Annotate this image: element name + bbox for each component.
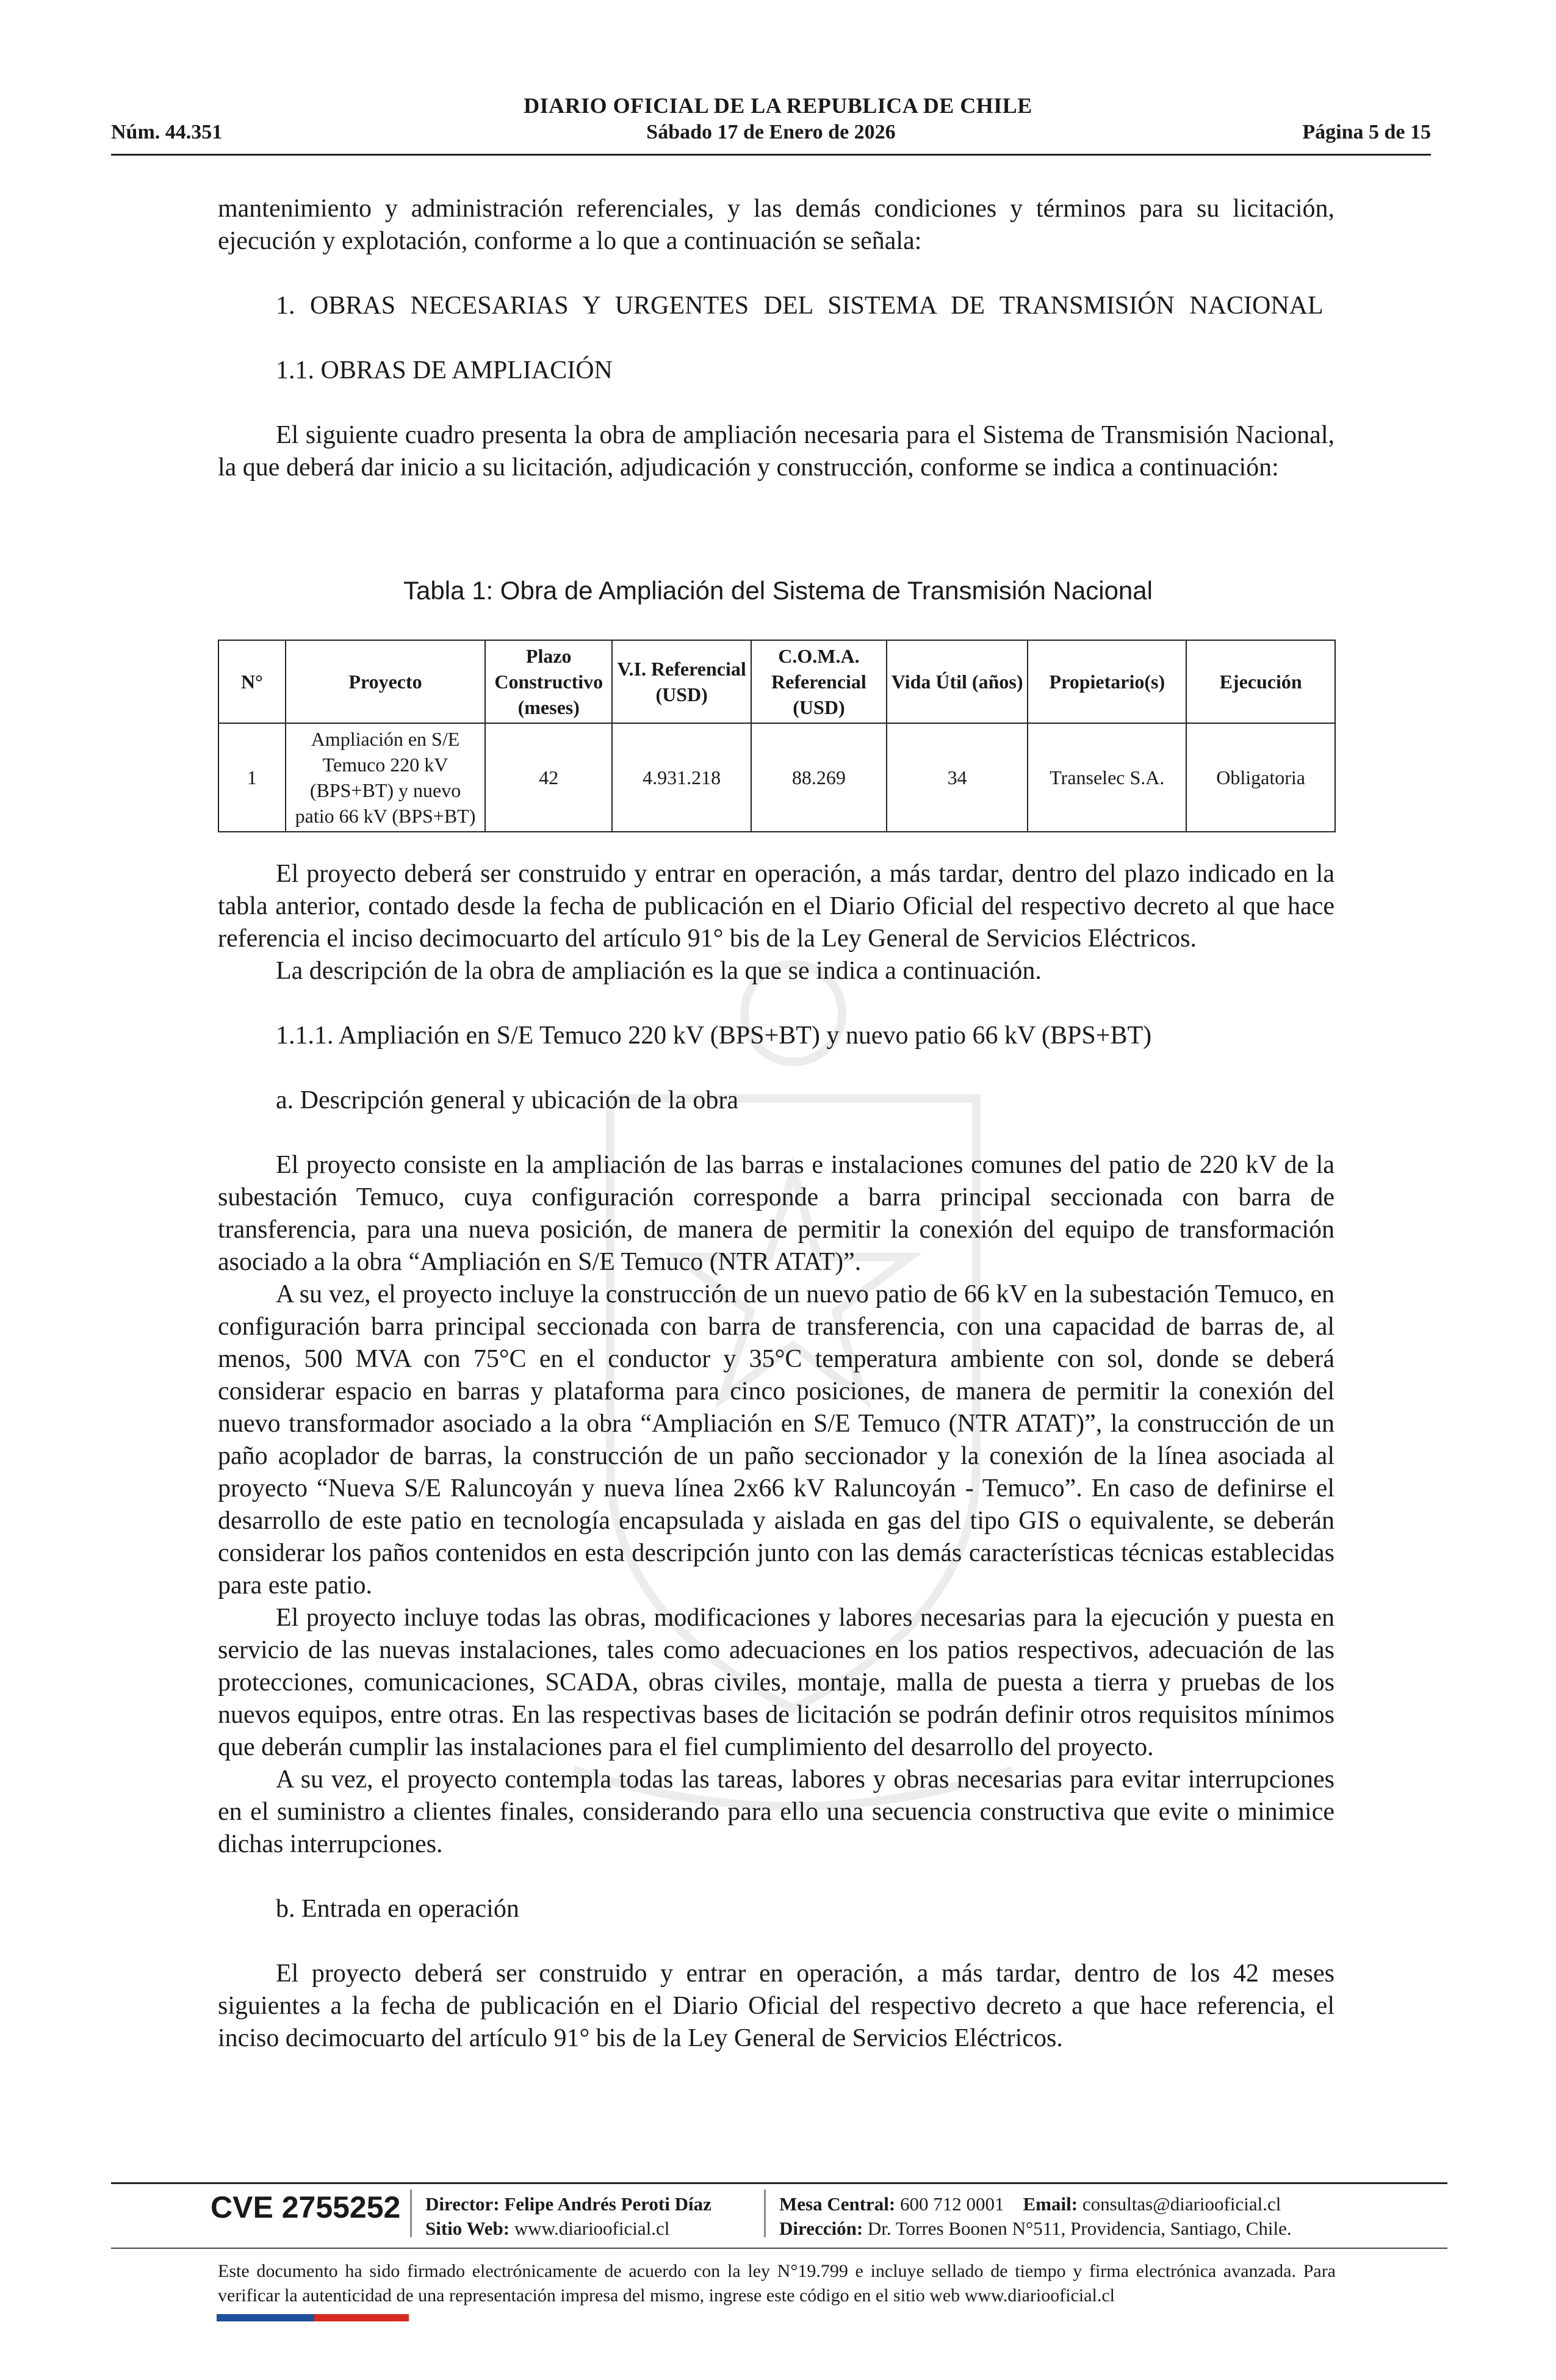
- footer-separator: [410, 2190, 412, 2237]
- table-caption: Tabla 1: Obra de Ampliación del Sistema de Transmisión Nacional: [403, 576, 1153, 605]
- footer-contact-block: [779, 2192, 1292, 2241]
- subheading-b: b. Entrada en operación: [276, 1895, 519, 1923]
- mesa-label: Mesa Central:: [779, 2193, 896, 2215]
- section-heading-1-1: 1.1. OBRAS DE AMPLIACIÓN: [276, 356, 613, 384]
- table-intro-paragraph: El siguiente cuadro presenta la obra de ampliación necesaria para el Sistema de Transmisión Nacional, la que deberá dar inicio a su licitación, adjudicación y construcción, conforme se indica a continuación:: [218, 421, 1334, 481]
- col-header-vi: V.I. Referencial (USD): [612, 640, 751, 723]
- mesa-phone: 600 712 0001: [900, 2193, 1004, 2215]
- works-table: [218, 640, 1336, 832]
- col-header-propietario: Propietario(s): [1028, 640, 1186, 723]
- issue-number: Núm. 44.351: [111, 121, 223, 143]
- cve-code: CVE 2755252: [211, 2190, 401, 2224]
- footer-top-divider: [111, 2182, 1447, 2184]
- address-label: Dirección:: [779, 2218, 863, 2239]
- issue-date: Sábado 17 de Enero de 2026: [646, 121, 896, 143]
- email-label: Email:: [1023, 2193, 1078, 2215]
- footer-bottom-divider: [111, 2248, 1447, 2249]
- col-header-vida-util: Vida Útil (años): [887, 640, 1028, 723]
- website-label: Sitio Web:: [425, 2218, 510, 2239]
- address-text: Dr. Torres Boonen N°511, Providencia, Santiago, Chile.: [867, 2218, 1292, 2239]
- section-heading-1-1-1: 1.1.1. Ampliación en S/E Temuco 220 kV (BPS+BT) y nuevo patio 66 kV (BPS+BT): [276, 1022, 1152, 1050]
- cell-ejecucion: Obligatoria: [1186, 723, 1335, 832]
- cell-vi: 4.931.218: [612, 723, 751, 832]
- paragraph-a1: El proyecto consiste en la ampliación de las barras e instalaciones comunes del patio de 220 kV de la subestación Temuco, cuya configuración corresponde a barra principal seccionada con barra de transferencia, para una nueva posición, de manera de permitir la conexión del equipo de transformación asociado a la obra “Ampliación en S/E Temuco (NTR ATAT)”.: [218, 1151, 1334, 1276]
- col-header-coma: C.O.M.A. Referencial (USD): [751, 640, 887, 723]
- description-intro-paragraph: La descripción de la obra de ampliación es la que se indica a continuación.: [276, 957, 1042, 985]
- section-heading-1: 1. OBRAS NECESARIAS Y URGENTES DEL SISTEMA DE TRANSMISIÓN NACIONAL: [276, 292, 1324, 320]
- subheading-a: a. Descripción general y ubicación de la obra: [276, 1086, 738, 1114]
- header-row: [111, 121, 1431, 148]
- intro-paragraph: mantenimiento y administración referenciales, y las demás condiciones y términos para su licitación, ejecución y explotación, conforme a lo que a continuación se señala:: [218, 195, 1334, 255]
- cell-vida-util: 34: [887, 723, 1028, 832]
- col-header-ejecucion: Ejecución: [1186, 640, 1335, 723]
- email-link[interactable]: consultas@diariooficial.cl: [1082, 2193, 1281, 2215]
- cell-plazo: 42: [485, 723, 612, 832]
- col-header-n: N°: [218, 640, 286, 723]
- table-row: [218, 723, 1335, 832]
- cell-proyecto: Ampliación en S/E Temuco 220 kV (BPS+BT) y nuevo patio 66 kV (BPS+BT): [286, 723, 485, 832]
- flag-blue-segment: [217, 2314, 314, 2321]
- paragraph-a4: A su vez, el proyecto contempla todas las tareas, labores y obras necesarias para evitar interrupciones en el suministro a clientes finales, considerando para ello una secuencia constructiva que evite o minimice dichas interrupciones.: [218, 1765, 1334, 1858]
- paragraph-a2: A su vez, el proyecto incluye la construcción de un nuevo patio de 66 kV en la subestación Temuco, en configuración barra principal seccionada con barra de transferencia, con una capacidad de barras de, al menos, 500 MVA con 75°C en el conductor y 35°C temperatura ambiente con sol, donde se deberá considerar espacio en barras y plataforma para cinco posiciones, de manera de permitir la conexión del nuevo transformador asociado a la obra “Ampliación en S/E Temuco (NTR ATAT)”, la construcción de un paño acoplador de barras, la construcción de un paño seccionador y la conexión de la línea asociada al proyecto “Nueva S/E Raluncoyán y nueva línea 2x66 kV Raluncoyán - Temuco”. En caso de definirse el desarrollo de este patio en tecnología encapsulada y aislada en gas del tipo GIS o equivalente, se deberán considerar los paños contenidos en esta descripción junto con las demás características técnicas establecidas para este patio.: [218, 1280, 1334, 1599]
- plazo-paragraph: El proyecto deberá ser construido y entrar en operación, a más tardar, dentro del plazo indicado en la tabla anterior, contado desde la fecha de publicación en el Diario Oficial del respectivo decreto al que hace referencia el inciso decimocuarto del artículo 91° bis de la Ley General de Servicios Eléctricos.: [218, 860, 1334, 953]
- footer-separator: [764, 2190, 766, 2237]
- cell-coma: 88.269: [751, 723, 887, 832]
- website-link[interactable]: www.diariooficial.cl: [514, 2218, 670, 2239]
- paragraph-b1: El proyecto deberá ser construido y entrar en operación, a más tardar, dentro de los 42 meses siguientes a la fecha de publicación en el Diario Oficial del respectivo decreto a que hace referencia, el inciso decimocuarto del artículo 91° bis de la Ley General de Servicios Eléctricos.: [218, 1960, 1334, 2052]
- header-divider: [111, 154, 1431, 156]
- col-header-plazo: Plazo Constructivo (meses): [485, 640, 612, 723]
- newspaper-title: DIARIO OFICIAL DE LA REPUBLICA DE CHILE: [524, 93, 1032, 118]
- footer-director-block: [425, 2192, 711, 2241]
- page-number: Página 5 de 15: [1302, 121, 1431, 143]
- director-label: Director:: [425, 2193, 500, 2215]
- col-header-proyecto: Proyecto: [286, 640, 485, 723]
- body-lower: [218, 858, 1334, 2055]
- flag-red-segment: [314, 2314, 409, 2321]
- body-upper: [218, 193, 1334, 484]
- paragraph-a3: El proyecto incluye todas las obras, modificaciones y labores necesarias para la ejecución y puesta en servicio de las nuevas instalaciones, tales como adecuaciones en los patios respectivos, adecuación de las protecciones, comunicaciones, SCADA, obras civiles, montaje, malla de puesta a tierra y pruebas de los nuevos equipos, entre otras. En las respectivas bases de licitación se podrán definir otros requisitos mínimos que deberán cumplir las instalaciones para el fiel cumplimiento del desarrollo del proyecto.: [218, 1604, 1334, 1761]
- director-name: Felipe Andrés Peroti Díaz: [504, 2193, 711, 2215]
- table-header-row: [218, 640, 1335, 723]
- cell-n: 1: [218, 723, 286, 832]
- signature-note: Este documento ha sido firmado electrónicamente de acuerdo con la ley N°19.799 e incluye sellado de tiempo y firma electrónica avanzada. Para verificar la autenticidad de una representación impresa del mismo, ingrese este código en el sitio web www.diariooficial.cl: [218, 2261, 1336, 2306]
- cell-propietario: Transelec S.A.: [1028, 723, 1186, 832]
